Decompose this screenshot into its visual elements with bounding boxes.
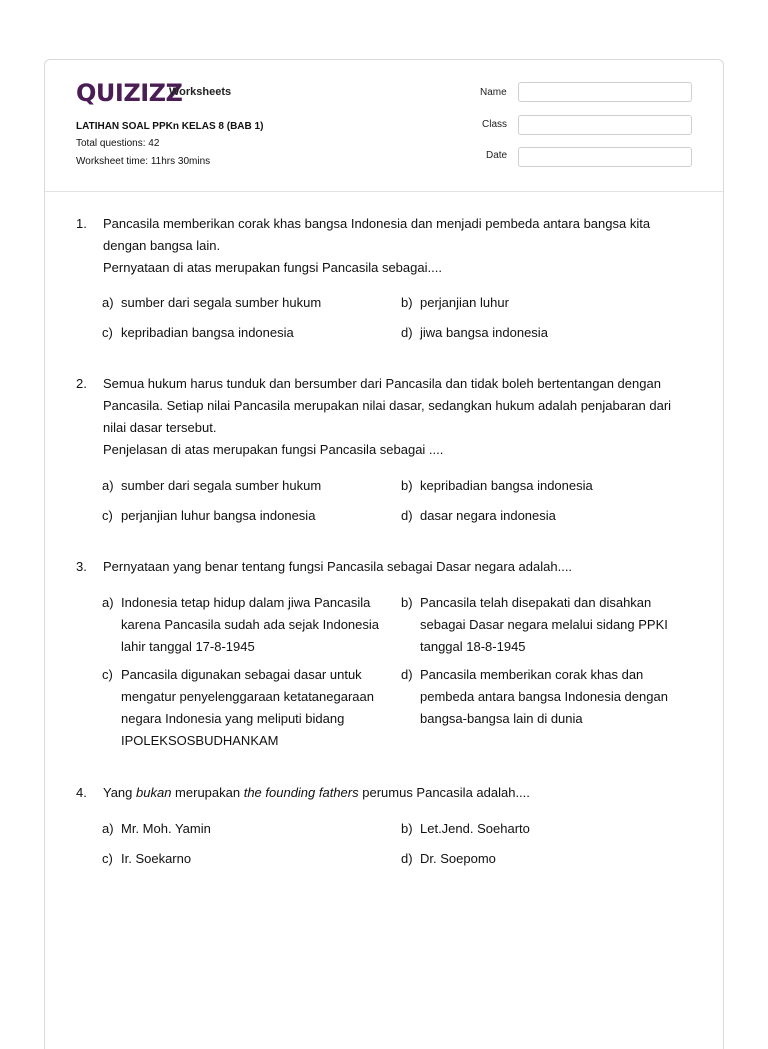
option-text: [121, 664, 383, 752]
option-letter: b): [401, 821, 413, 836]
option-line: mengatur penyelenggaraan ketatanegaraan: [121, 689, 374, 704]
option-text: [121, 322, 383, 344]
option-line: perjanjian luhur: [420, 295, 509, 310]
text-run-italic: the founding fathers: [243, 785, 359, 800]
option-line: jiwa bangsa indonesia: [420, 325, 548, 340]
option-text: [420, 505, 682, 527]
name-label: Name: [480, 87, 507, 98]
option-line: Let.Jend. Soeharto: [420, 821, 530, 836]
option-letter: d): [401, 325, 413, 340]
option-line: Pancasila digunakan sebagai dasar untuk: [121, 667, 362, 682]
worksheet-time: Worksheet time: 11hrs 30mins: [76, 156, 211, 167]
logo-subtitle: Worksheets: [169, 86, 232, 98]
option-text: [121, 818, 383, 840]
question-text: [103, 782, 693, 804]
question-number: 4.: [76, 785, 87, 800]
option-letter: c): [102, 851, 113, 866]
option-text: [420, 475, 682, 497]
question-line: Pancasila memberikan corak khas bangsa Indonesia dan menjadi pembeda antara bangsa kita: [103, 216, 651, 231]
question-line: Pernyataan di atas merupakan fungsi Pancasila sebagai....: [103, 260, 442, 275]
option-line: Pancasila memberikan corak khas dan: [420, 667, 644, 682]
option-letter: b): [401, 478, 413, 493]
option-line: Indonesia tetap hidup dalam jiwa Pancasila: [121, 595, 371, 610]
worksheet-title: LATIHAN SOAL PPKn KELAS 8 (BAB 1): [76, 121, 264, 132]
option-line: sebagai Dasar negara melalui sidang PPKI: [420, 617, 668, 632]
worksheet-header: [45, 60, 723, 192]
question-line: Pancasila. Setiap nilai Pancasila merupakan nilai dasar, sedangkan hukum adalah penjabaran dari: [103, 398, 672, 413]
option-line: lahir tanggal 17-8-1945: [121, 639, 255, 654]
option-line: Dr. Soepomo: [420, 851, 496, 866]
question-number: 2.: [76, 376, 87, 391]
text-run: perumus Pancasila adalah....: [358, 785, 530, 800]
option-text: [121, 592, 383, 658]
option-line: sumber dari segala sumber hukum: [121, 295, 322, 310]
option-letter: d): [401, 667, 413, 682]
option-text: [420, 664, 682, 730]
question-number: 1.: [76, 216, 87, 231]
option-text: [121, 292, 383, 314]
text-run-italic: bukan: [136, 785, 172, 800]
option-letter: d): [401, 851, 413, 866]
option-line: Pancasila telah disepakati dan disahkan: [420, 595, 652, 610]
text-run: merupakan: [171, 785, 244, 800]
option-line: pembeda antara bangsa Indonesia dengan: [420, 689, 668, 704]
option-text: [420, 292, 682, 314]
option-line: Ir. Soekarno: [121, 851, 192, 866]
option-line: kepribadian bangsa indonesia: [420, 478, 593, 493]
option-line: sumber dari segala sumber hukum: [121, 478, 322, 493]
option-text: [420, 322, 682, 344]
option-letter: d): [401, 508, 413, 523]
option-letter: c): [102, 508, 113, 523]
option-text: [420, 848, 682, 870]
option-letter: a): [102, 821, 114, 836]
option-letter: b): [401, 595, 413, 610]
option-line: Mr. Moh. Yamin: [121, 821, 211, 836]
option-line: kepribadian bangsa indonesia: [121, 325, 294, 340]
option-letter: a): [102, 478, 114, 493]
question-line: Semua hukum harus tunduk dan bersumber dari Pancasila dan tidak boleh bertentangan dengan: [103, 376, 661, 391]
option-line: negara Indonesia yang meliputi bidang: [121, 711, 345, 726]
question-line: dengan bangsa lain.: [103, 238, 221, 253]
question-number: 3.: [76, 559, 87, 574]
option-line: bangsa-bangsa lain di dunia: [420, 711, 583, 726]
option-letter: a): [102, 295, 114, 310]
quizizz-logo: QUIZIZZ: [76, 79, 183, 107]
option-line: IPOLEKSOSBUDHANKAM: [121, 733, 279, 748]
option-letter: b): [401, 295, 413, 310]
option-letter: a): [102, 595, 114, 610]
option-line: dasar negara indonesia: [420, 508, 556, 523]
class-field[interactable]: [518, 115, 692, 135]
class-label: Class: [482, 119, 508, 130]
option-text: [420, 818, 682, 840]
option-line: karena Pancasila sudah ada sejak Indonesia: [121, 617, 380, 632]
question-line: nilai dasar tersebut.: [103, 420, 217, 435]
option-line: perjanjian luhur bangsa indonesia: [121, 508, 316, 523]
question-line: Pernyataan yang benar tentang fungsi Pancasila sebagai Dasar negara adalah....: [103, 559, 573, 574]
option-line: tanggal 18-8-1945: [420, 639, 526, 654]
option-text: [420, 592, 682, 658]
option-text: [121, 475, 383, 497]
name-field[interactable]: [518, 82, 692, 102]
option-text: [121, 505, 383, 527]
worksheet-page: [44, 59, 724, 1049]
question-text: [103, 213, 693, 279]
option-letter: c): [102, 667, 113, 682]
date-label: Date: [486, 150, 508, 161]
total-questions: Total questions: 42: [76, 138, 160, 149]
question-text: [103, 373, 693, 461]
text-run: Yang: [103, 785, 137, 800]
option-letter: c): [102, 325, 113, 340]
option-text: [121, 848, 383, 870]
date-field[interactable]: [518, 147, 692, 167]
question-text: [103, 556, 693, 578]
question-line: Penjelasan di atas merupakan fungsi Pancasila sebagai ....: [103, 442, 444, 457]
